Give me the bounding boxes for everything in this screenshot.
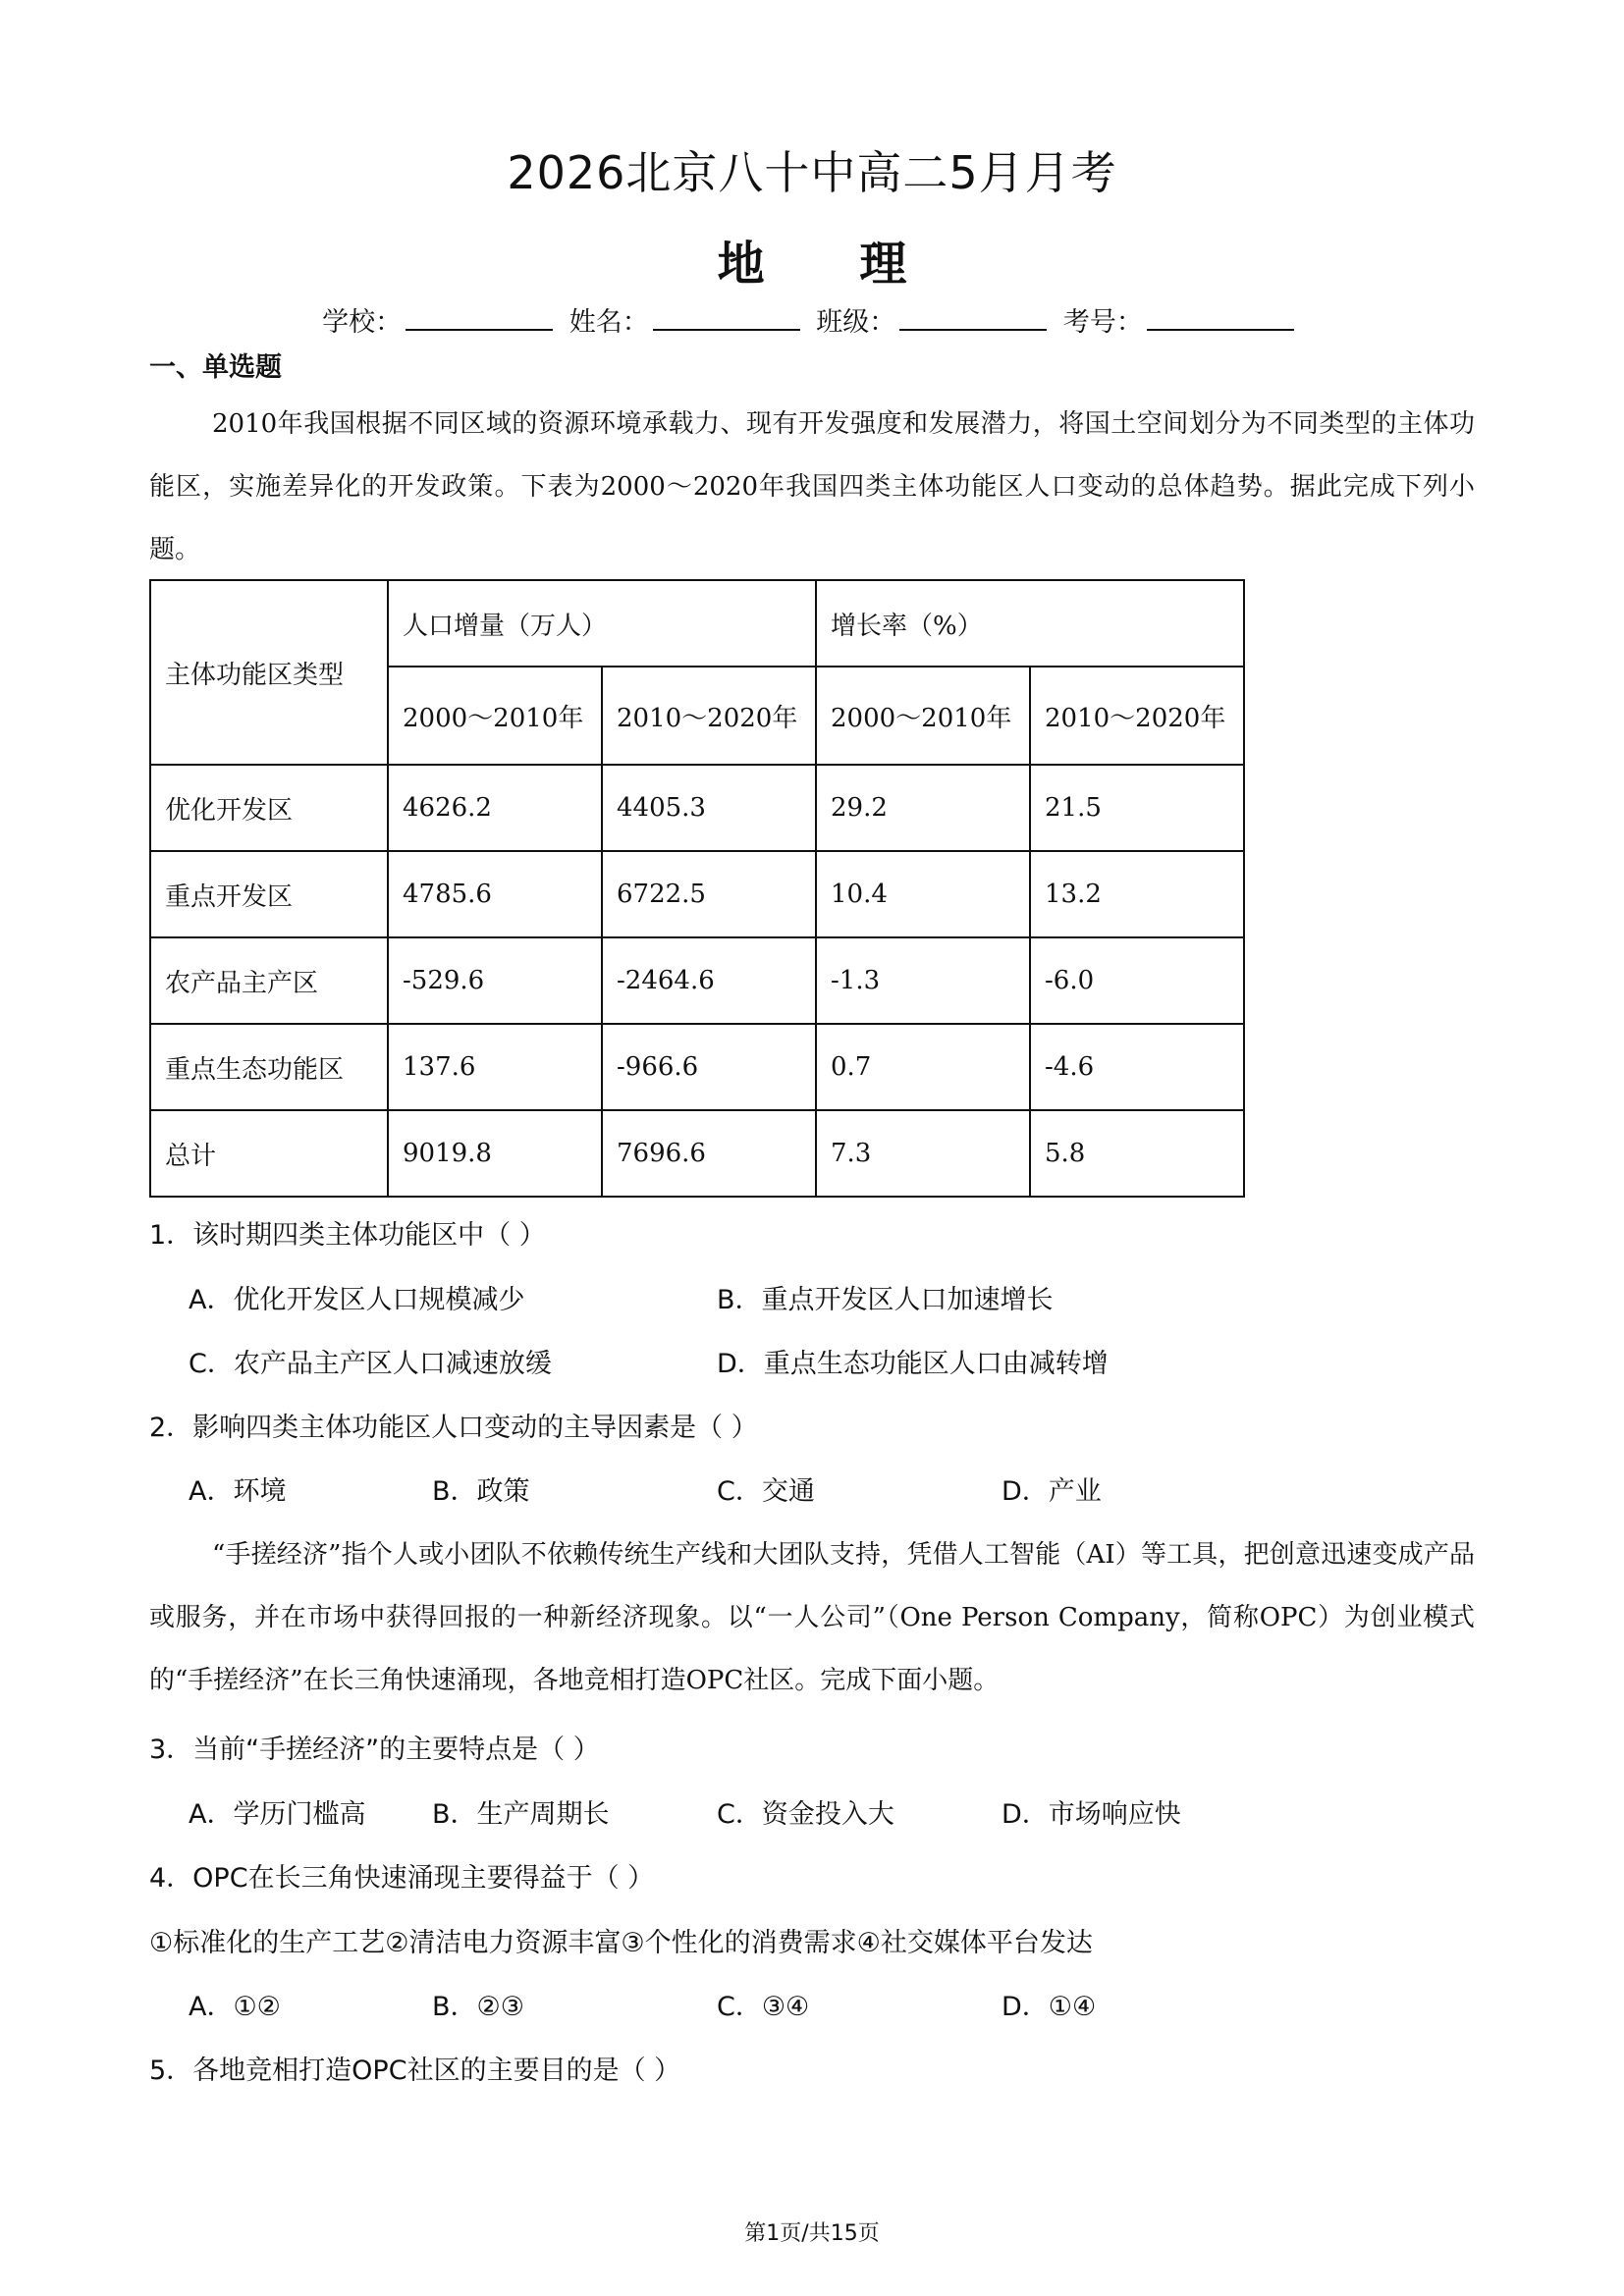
table-cell: 10.4 xyxy=(816,851,1030,937)
question-4-option-b: B．②③ xyxy=(432,1992,524,2022)
question-1-option-d: D．重点生态功能区人口由减转增 xyxy=(717,1349,1109,1379)
question-4-stem: 4．OPC在长三角快速涌现主要得益于（ ） xyxy=(149,1863,655,1894)
table-group-increment: 人口增量（万人） xyxy=(388,580,816,667)
table-header-row xyxy=(150,580,1244,667)
table-row xyxy=(150,1024,1244,1110)
subject-title: 地 理 xyxy=(717,237,907,292)
table-row-header: 主体功能区类型 xyxy=(150,580,388,765)
exam-title: 2026北京八十中高二5月月考 xyxy=(507,146,1117,199)
passage-1: 2010年我国根据不同区域的资源环境承载力、现有开发强度和发展潜力，将国土空间划分为不同类型的主体功能区，实施差异化的开发政策。下表为2000～2020年我国四类主体功能区人口变动的总体趋势。据此完成下列小题。 xyxy=(149,409,1475,564)
table-period: 2010～2020年 xyxy=(602,667,816,765)
exam-number-blank xyxy=(1147,305,1294,331)
question-2-stem: 2．影响四类主体功能区人口变动的主导因素是（ ） xyxy=(149,1413,758,1443)
question-1-option-c: C．农产品主产区人口减速放缓 xyxy=(189,1349,552,1379)
section-heading: 一、单选题 xyxy=(149,352,282,383)
table-cell-name: 总计 xyxy=(150,1110,388,1197)
table-cell: 4626.2 xyxy=(388,765,602,851)
population-table xyxy=(149,579,1245,1198)
question-4-option-d: D．①④ xyxy=(1001,1992,1097,2022)
table-row xyxy=(150,851,1244,937)
table-cell: 4405.3 xyxy=(602,765,816,851)
table-cell-name: 重点开发区 xyxy=(150,851,388,937)
table-cell-name: 优化开发区 xyxy=(150,765,388,851)
passage-2: “手搓经济”指个人或小团队不依赖传统生产线和大团队支持，凭借人工智能（AI）等工具，把创意迅速变成产品或服务，并在市场中获得回报的一种新经济现象。以“一人公司”（One Person Company，简称OPC）为创业模式的“手搓经济”在长三角快速涌现，各地竞相打造OPC社区。完成下面小题。 xyxy=(149,1540,1475,1695)
question-2-option-c: C．交通 xyxy=(717,1476,815,1507)
table-cell-name: 重点生态功能区 xyxy=(150,1024,388,1110)
table-cell-name: 农产品主产区 xyxy=(150,937,388,1024)
school-label: 学校： xyxy=(322,307,403,338)
question-2-option-a: A．环境 xyxy=(189,1476,287,1507)
question-5-stem: 5．各地竞相打造OPC社区的主要目的是（ ） xyxy=(149,2056,681,2086)
table-cell: 7696.6 xyxy=(602,1110,816,1197)
question-3-option-a: A．学历门槛高 xyxy=(189,1799,366,1830)
table-cell: -1.3 xyxy=(816,937,1030,1024)
table-row xyxy=(150,765,1244,851)
table-period: 2000～2010年 xyxy=(388,667,602,765)
table-cell: 4785.6 xyxy=(388,851,602,937)
page-footer: 第1页/共15页 xyxy=(744,2221,880,2246)
table-period: 2010～2020年 xyxy=(1030,667,1244,765)
question-1-option-b: B．重点开发区人口加速增长 xyxy=(717,1285,1054,1315)
table-cell: -966.6 xyxy=(602,1024,816,1110)
table-cell: 9019.8 xyxy=(388,1110,602,1197)
exam-number-label: 考号： xyxy=(1062,307,1143,338)
question-4-option-c: C．③④ xyxy=(717,1992,810,2022)
table-cell: 6722.5 xyxy=(602,851,816,937)
name-label: 姓名： xyxy=(568,307,649,338)
question-3-stem: 3．当前“手搓经济”的主要特点是（ ） xyxy=(149,1735,600,1765)
table-period: 2000～2010年 xyxy=(816,667,1030,765)
question-3-option-b: B．生产周期长 xyxy=(432,1799,610,1830)
table-cell: 137.6 xyxy=(388,1024,602,1110)
question-4-option-a: A．①② xyxy=(189,1992,281,2022)
table-row xyxy=(150,937,1244,1024)
school-blank xyxy=(406,305,553,331)
student-info-line xyxy=(0,300,1624,339)
table-cell: -6.0 xyxy=(1030,937,1244,1024)
table-cell: 0.7 xyxy=(816,1024,1030,1110)
table-cell: 21.5 xyxy=(1030,765,1244,851)
table-cell: 5.8 xyxy=(1030,1110,1244,1197)
question-4-items: ①标准化的生产工艺②清洁电力资源丰富③个性化的消费需求④社交媒体平台发达 xyxy=(149,1928,1093,1958)
class-blank xyxy=(899,305,1047,331)
table-cell: 7.3 xyxy=(816,1110,1030,1197)
question-3-option-c: C．资金投入大 xyxy=(717,1799,894,1830)
table-row xyxy=(150,1110,1244,1197)
question-2-option-b: B．政策 xyxy=(432,1476,530,1507)
name-blank xyxy=(653,305,800,331)
table-group-rate: 增长率（%） xyxy=(816,580,1244,667)
table-cell: 13.2 xyxy=(1030,851,1244,937)
table-cell: -4.6 xyxy=(1030,1024,1244,1110)
question-2-option-d: D．产业 xyxy=(1001,1476,1102,1507)
question-1-option-a: A．优化开发区人口规模减少 xyxy=(189,1285,525,1315)
table-cell: -2464.6 xyxy=(602,937,816,1024)
question-1-stem: 1．该时期四类主体功能区中（ ） xyxy=(149,1220,546,1251)
table-cell: 29.2 xyxy=(816,765,1030,851)
class-label: 班级： xyxy=(816,307,896,338)
question-3-option-d: D．市场响应快 xyxy=(1001,1799,1181,1830)
table-cell: -529.6 xyxy=(388,937,602,1024)
